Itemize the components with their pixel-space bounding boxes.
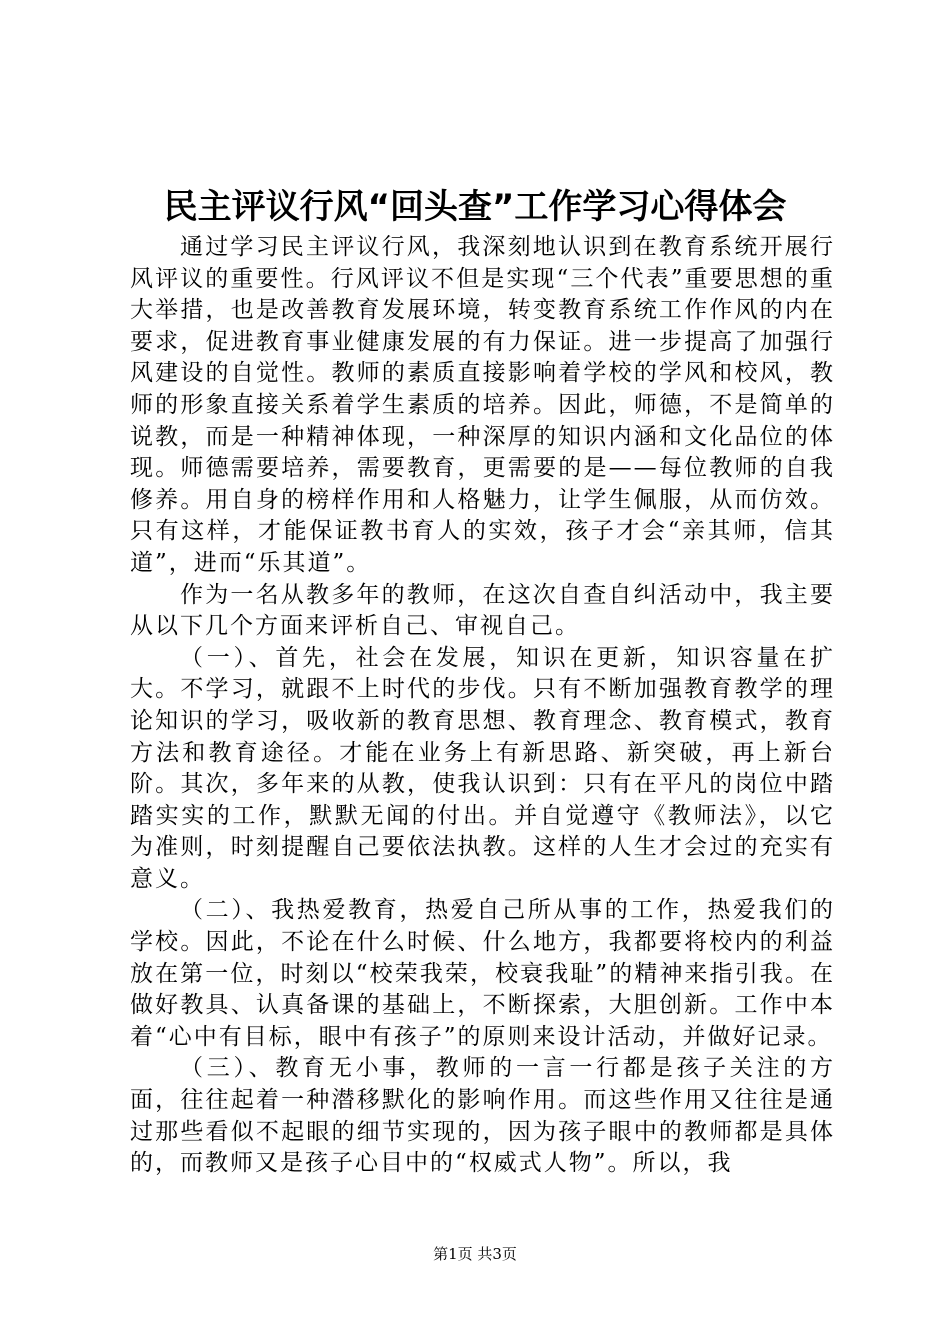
paragraph-intro: 通过学习民主评议行风，我深刻地认识到在教育系统开展行风评议的重要性。行风评议不但是实现“三个代表”重要思想的重大举措，也是改善教育发展环境，转变教育系统工作作风的内在要求，促进教育事业健康发展的有力保证。进一步提高了加强行风建设的自觉性。教师的素质直接影响着学校的学风和校风，教师的形象直接关系着学生素质的培养。因此，师德，不是简单的说教，而是一种精神体现，一种深厚的知识内涵和文化品位的体现。师德需要培养，需要教育，更需要的是——每位教师的自我修养。用自身的榜样作用和人格魅力，让学生佩服，从而仿效。只有这样，才能保证教书育人的实效，孩子才会“亲其师，信其道”，进而“乐其道”。 <box>130 234 835 576</box>
document-title: 民主评议行风“回头查”工作学习心得体会 <box>163 187 787 227</box>
page-number-footer: 第1页 共3页 <box>433 1245 517 1263</box>
document-body <box>130 232 835 1180</box>
paragraph-overview: 作为一名从教多年的教师，在这次自查自纠活动中，我主要从以下几个方面来评析自己、审视自己。 <box>130 581 835 640</box>
paragraph-section-1: （一）、首先，社会在发展，知识在更新，知识容量在扩大。不学习，就跟不上时代的步伐。只有不断加强教育教学的理论知识的学习，吸收新的教育思想、教育理念、教育模式，教育方法和教育途径。才能在业务上有新思路、新突破，再上新台阶。其次，多年来的从教，使我认识到：只有在平凡的岗位中踏踏实实的工作，默默无闻的付出。并自觉遵守《教师法》，以它为准则，时刻提醒自己要依法执教。这样的人生才会过的充实有意义。 <box>130 644 835 892</box>
paragraph-section-3: （三）、教育无小事，教师的一言一行都是孩子关注的方面，往往起着一种潜移默化的影响作用。而这些作用又往往是通过那些看似不起眼的细节实现的，因为孩子眼中的教师都是具体的，而教师又是孩子心目中的“权威式人物”。所以，我 <box>130 1055 835 1177</box>
paragraph-section-2: （二）、我热爱教育，热爱自己所从事的工作，热爱我们的学校。因此，不论在什么时候、什么地方，我都要将校内的利益放在第一位，时刻以“校荣我荣，校衰我耻”的精神来指引我。在做好教具、认真备课的基础上，不断探索，大胆创新。工作中本着“心中有目标，眼中有孩子”的原则来设计活动，并做好记录。 <box>130 897 835 1050</box>
